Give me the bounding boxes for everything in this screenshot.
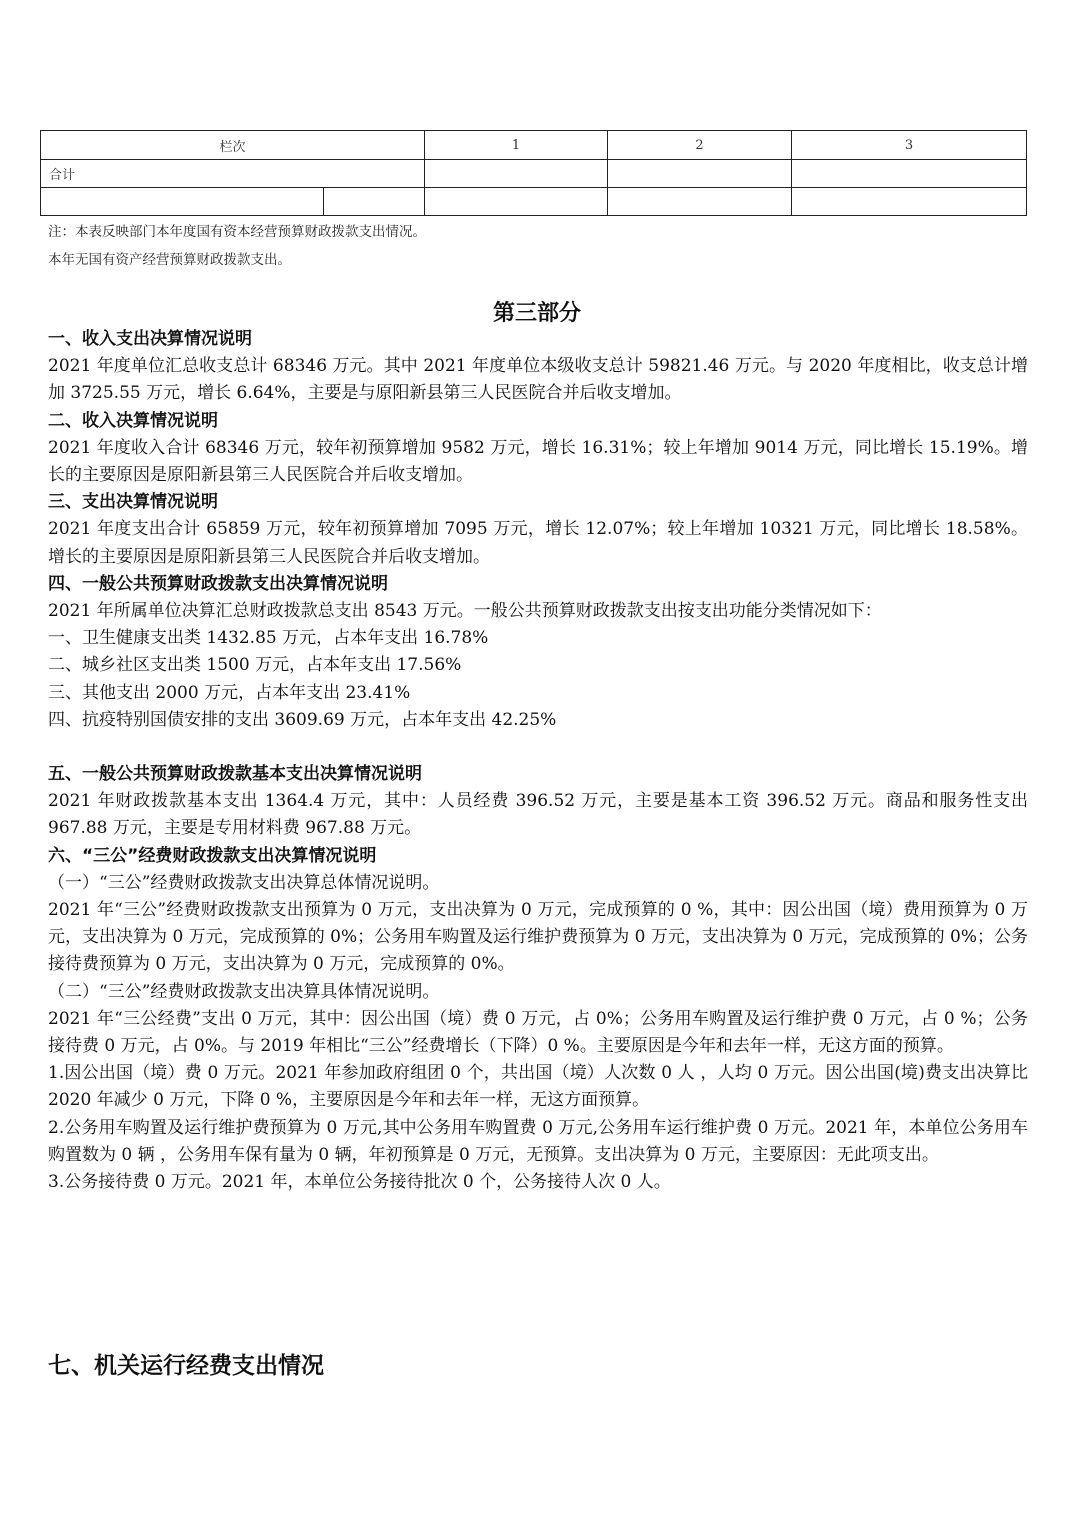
body-paragraph: （一）“三公”经费财政拨款支出决算总体情况说明。	[48, 872, 440, 893]
table-cell	[792, 188, 1027, 216]
document-body	[48, 326, 1028, 1196]
body-paragraph: 2.公务用车购置及运行维护费预算为 0 万元,其中公务用车购置费 0 万元,公务用车运行维护费 0 万元。2021 年，本单位公务用车购置数为 0 辆 ，公务用车保有量为 0 辆，年初预算是 0 万元，无预算。支出决算为 0 万元，主要原因：无此项支出。	[48, 1117, 1028, 1165]
table-header-row	[41, 131, 1027, 160]
section-heading: 六、“三公”经费财政拨款支出决算情况说明	[48, 845, 377, 866]
section-heading: 四、一般公共预算财政拨款支出决算情况说明	[48, 573, 388, 594]
table-total-row	[41, 160, 1027, 188]
body-paragraph: 一、卫生健康支出类 1432.85 万元，占本年支出 16.78%	[48, 628, 489, 649]
table-remark: 本年无国有资产经营预算财政拨款支出。	[48, 252, 291, 268]
table-cell	[608, 160, 792, 188]
body-paragraph: 四、抗疫特别国债安排的支出 3609.69 万元，占本年支出 42.25%	[48, 709, 557, 730]
body-paragraph: 2021 年“三公经费”支出 0 万元，其中：因公出国（境）费 0 万元，占 0%；公务用车购置及运行维护费 0 万元，占 0 %；公务接待费 0 万元，占 0%。与 2019 年相比“三公”经费增长（下降）0 %。主要原因是今年和去年一样，无这方面的预算。	[48, 1008, 1028, 1057]
table-cell	[41, 188, 324, 216]
section-heading: 五、一般公共预算财政拨款基本支出决算情况说明	[48, 764, 422, 785]
body-paragraph: 三、其他支出 2000 万元，占本年支出 23.41%	[48, 682, 411, 703]
budget-table	[40, 130, 1027, 216]
body-paragraph: 2021 年度支出合计 65859 万元，较年初预算增加 7095 万元，增长 12.07%；较上年增加 10321 万元，同比增长 18.58%。增长的主要原因是原阳新县第三人民医院合并后收支增加。	[48, 519, 1028, 567]
part-title: 第三部分	[492, 301, 581, 326]
table-cell	[425, 188, 608, 216]
table-cell	[792, 160, 1027, 188]
table-note: 注：本表反映部门本年度国有资本经营预算财政拨款支出情况。	[48, 224, 426, 240]
table-header-cell-column-index: 栏次	[41, 131, 425, 160]
paragraph-gap	[48, 734, 1028, 761]
body-paragraph: 1.因公出国（境）费 0 万元。2021 年参加政府组团 0 个，共出国（境）人次数 0 人 ，人均 0 万元。因公出国(境)费支出决算比 2020 年减少 0 万元，下降 0 %，主要原因是今年和去年一样，无这方面预算。	[48, 1063, 1028, 1111]
body-paragraph: 2021 年所属单位决算汇总财政拨款总支出 8543 万元。一般公共预算财政拨款支出按支出功能分类情况如下：	[48, 601, 882, 622]
table-cell	[324, 188, 425, 216]
section-seven-title: 七、机关运行经费支出情况	[48, 1353, 324, 1379]
section-heading: 一、收入支出决算情况说明	[48, 329, 252, 349]
table-header-cell-2: 2	[608, 131, 792, 160]
table-total-label: 合计	[41, 160, 425, 188]
body-paragraph: 2021 年“三公”经费财政拨款支出预算为 0 万元，支出决算为 0 万元，完成预算的 0 %，其中：因公出国（境）费用预算为 0 万元，支出决算为 0 万元，完成预算的 0%；公务用车购置及运行维护费预算为 0 万元，支出决算为 0 万元，完成预算的 0%；公务接待费预算为 0 万元，支出决算为 0 万元，完成预算的 0%。	[48, 900, 1028, 975]
table-header-cell-1: 1	[425, 131, 608, 160]
body-paragraph: 2021 年度单位汇总收支总计 68346 万元。其中 2021 年度单位本级收支总计 59821.46 万元。与 2020 年度相比，收支总计增加 3725.55 万元，增长 6.64%，主要是与原阳新县第三人民医院合并后收支增加。	[48, 356, 1028, 404]
body-paragraph: 2021 年度收入合计 68346 万元，较年初预算增加 9582 万元，增长 16.31%；较上年增加 9014 万元，同比增长 15.19%。增长的主要原因是原阳新县第三人民医院合并后收支增加。	[48, 437, 1028, 486]
body-paragraph: 3.公务接待费 0 万元。2021 年，本单位公务接待批次 0 个，公务接待人次 0 人。	[48, 1172, 671, 1193]
table-row	[41, 188, 1027, 216]
section-heading: 二、收入决算情况说明	[48, 410, 218, 431]
body-paragraph: （二）“三公”经费财政拨款支出决算具体情况说明。	[48, 981, 440, 1002]
table-cell	[608, 188, 792, 216]
body-paragraph: 二、城乡社区支出类 1500 万元，占本年支出 17.56%	[48, 655, 462, 676]
section-heading: 三、支出决算情况说明	[48, 492, 218, 513]
table-cell	[425, 160, 608, 188]
table-header-cell-3: 3	[792, 131, 1027, 160]
body-paragraph: 2021 年财政拨款基本支出 1364.4 万元，其中：人员经费 396.52 万元，主要是基本工资 396.52 万元。商品和服务性支出 967.88 万元，主要是专用材料费 967.88 万元。	[48, 791, 1028, 839]
